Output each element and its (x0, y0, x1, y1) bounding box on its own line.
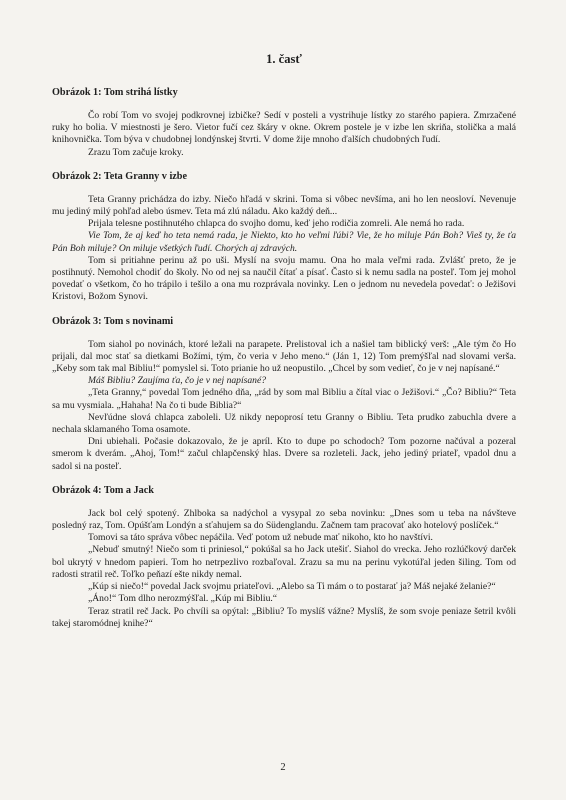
paragraph: „Nebuď smutný! Niečo som ti priniesol,“ pokúšal sa ho Jack utešiť. Siahol do vrecka. Jeho rozlúčkový darček bol ukrytý v hnedom papieri. Tom ho netrpezlivo rozbaľoval. Zrazu sa mu na perinu vykotúľal jeden šiling. Tom od radosti stratil reč. Toľko peňazí ešte nikdy nemal. (52, 544, 516, 580)
paragraph: Teta Granny prichádza do izby. Niečo hľadá v skrini. Toma si vôbec nevšíma, ani ho len neosloví. Nevenuje mu jediný milý pohľad alebo úsmev. Teta má zlú náladu. Ako každý deň... (52, 193, 516, 218)
paragraph: Nevľúdne slová chlapca zaboleli. Už nikdy nepoprosí tetu Granny o Bibliu. Teta prudko zabuchla dvere a nechala sklamaného Toma osamote. (52, 411, 516, 436)
section-heading: Obrázok 3: Tom s novinami (52, 315, 174, 327)
section-1 (52, 87, 516, 159)
section-3 (52, 316, 516, 473)
paragraph: Tom siahol po novinách, ktoré ležali na parapete. Prelistoval ich a našiel tam biblický verš: „Ale tým čo Ho prijali, dal moc stať sa dietkami Božími, tým, čo veria v Jeho meno.“ (Ján 1, 12) Tom premýšľal nad slovami verša. „Keby som tak mal Bibliu!“ pomyslel si. Toto prianie ho už neopustilo. „Chcel by som vedieť, čo je v nej napísané.“ (52, 338, 516, 375)
paragraph: Dni ubiehali. Počasie dokazovalo, že je apríl. Kto to dupe po schodoch? Tom pozorne načúval a pozeral smerom k dverám. „Ahoj, Tom!“ začul chlapčenský hlas. Dvere sa rozleteli. Jack, jeho jediný priateľ, vpadol dnu a sadol si na posteľ. (52, 436, 516, 472)
section-4 (52, 485, 516, 630)
paragraph: „Teta Granny,“ povedal Tom jedného dňa, „rád by som mal Bibliu a čítal viac o Ježišovi.“ „Čo? Bibliu?“ Teta sa mu vysmiala. „Hahaha! Na čo ti bude Biblia?“ (52, 387, 516, 411)
paragraph: Teraz stratil reč Jack. Po chvíli sa opýtal: „Bibliu? To myslíš vážne? Myslíš, že som svoje peniaze šetril kvôli takej staromódnej knihe?“ (52, 605, 516, 629)
sections-container (52, 87, 516, 630)
paragraph: „Kúp si niečo!“ povedal Jack svojmu priateľovi. „Alebo sa Ti mám o to postarať ja? Máš nejaké želanie?“ (88, 581, 496, 593)
section-heading: Obrázok 4: Tom a Jack (52, 484, 154, 496)
section-heading: Obrázok 2: Teta Granny v izbe (52, 170, 187, 182)
paragraph: Prijala telesne postihnutého chlapca do svojho domu, keď jeho rodičia zomreli. Ale nemá ho rada. (88, 218, 465, 230)
paragraph: Tom si pritiahne perinu až po uši. Myslí na svoju mamu. Ona ho mala veľmi rada. Zvlášť preto, že je postihnutý. Nemohol chodiť do školy. No od nej sa naučil čítať a písať. Často si k nemu sadla na posteľ. Tom jej mohol povedať o všetkom, čo ho trápilo i tešilo a ona mu rozprávala novinky. Len o jednom nu nevedela povedať: o Ježišovi Kristovi, Božom Synovi. (52, 254, 516, 303)
paragraph: Vie Tom, že aj keď ho teta nemá rada, je Niekto, kto ho veľmi ľúbi? Vie, že ho miluje Pán Boh? Vieš ty, že ťa Pán Boh miluje? On miluje všetkých ľudí. Chorých aj zdravých. (52, 230, 516, 254)
paragraph: Zrazu Tom začuje kroky. (88, 146, 184, 158)
paragraph: Máš Bibliu? Zaujíma ťa, čo je v nej napísané? (88, 375, 267, 387)
paragraph: Jack bol celý spotený. Zhlboka sa nadýchol a vysypal zo seba novinku: „Dnes som u teba na návšteve posledný raz, Tom. Opúšťam Londýn a sťahujem sa do Südenglandu. Začnem tam pracovať ako hotelový poslíček.“ (52, 507, 516, 532)
paragraph: „Áno!“ Tom dlho nerozmýšľal. „Kúp mi Bibliu.“ (88, 593, 278, 605)
page-number: 2 (280, 762, 286, 773)
section-heading: Obrázok 1: Tom strihá lístky (52, 87, 178, 98)
paragraph: Čo robí Tom vo svojej podkrovnej izbičke? Sedí v posteli a vystrihuje lístky zo starého papiera. Zmrzačené ruky ho bolia. V miestnosti je šero. Vietor fučí cez škáry v okne. Okrem postele je v izbe len skriňa, stolička a malá knihovnička. Tom býva v chudobnej londýnskej štvrti. V dome žije mnoho ďalších chudobných ľudí. (52, 110, 516, 146)
page-title: 1. časť (266, 52, 302, 66)
section-2 (52, 171, 516, 304)
paragraph: Tomovi sa táto správa vôbec nepáčila. Veď potom už nebude mať nikoho, kto ho navštívi. (88, 532, 433, 544)
